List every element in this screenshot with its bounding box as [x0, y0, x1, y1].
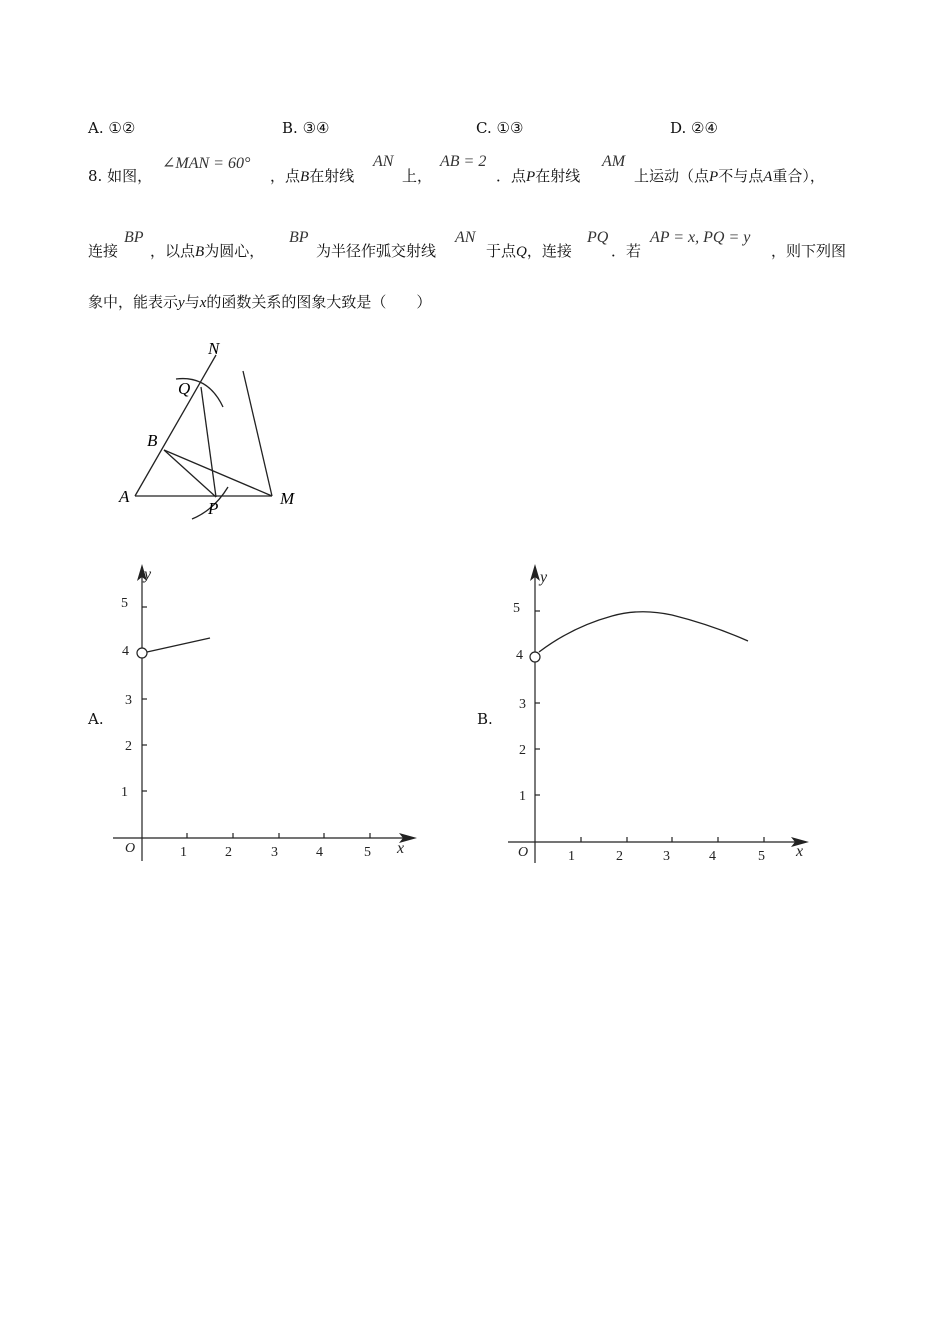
- math-ab: AB = 2: [440, 153, 487, 170]
- graph-b-xlabel-4: 4: [709, 849, 716, 864]
- segment-pq: [201, 387, 216, 497]
- option-a-prev: A. ①②: [88, 119, 136, 137]
- graph-a-xlabel-3: 3: [271, 845, 278, 860]
- question-line-1c: 上，: [402, 167, 433, 185]
- graph-b-y-name: y: [540, 569, 548, 586]
- math-pq: PQ: [587, 229, 609, 246]
- question-line-2: 连接: [88, 242, 119, 260]
- label-b: B: [147, 431, 158, 450]
- label-q: Q: [178, 379, 191, 398]
- graph-b-ylabel-4: 4: [516, 648, 523, 663]
- graph-b-ylabel-1: 1: [519, 789, 526, 804]
- graph-b-xlabel-3: 3: [663, 849, 670, 864]
- label-m: M: [280, 489, 295, 508]
- segment-bp: [164, 450, 216, 497]
- graph-a-xlabel-1: 1: [180, 845, 187, 860]
- math-bp: BP: [124, 229, 144, 246]
- graph-b-ylabel-5: 5: [513, 601, 520, 616]
- question-line-2d: 于点Q，连接: [486, 242, 572, 260]
- ray-an: [135, 355, 216, 496]
- option-c-prev: C. ①③: [476, 119, 524, 137]
- graph-b-ylabel-2: 2: [519, 743, 526, 758]
- graph-a-xlabel-5: 5: [364, 845, 371, 860]
- line-m-upper: [243, 371, 272, 496]
- question-line-2e: ．若: [611, 242, 642, 260]
- graph-a-ylabel-5: 5: [121, 596, 128, 611]
- graph-a-open-point: [137, 648, 147, 658]
- math-bp-2: BP: [289, 229, 309, 246]
- math-am: AM: [602, 153, 626, 170]
- graph-b-xlabel-2: 2: [616, 849, 623, 864]
- question-line-1d: ．点P在射线: [496, 167, 581, 185]
- math-an-2: AN: [455, 229, 476, 246]
- geometry-figure: [110, 335, 320, 525]
- question-line-2b: ，以点B为圆心，: [150, 242, 265, 260]
- graph-b-x-name: x: [796, 843, 804, 860]
- math-an: AN: [373, 153, 394, 170]
- graph-a-ylabel-1: 1: [121, 785, 128, 800]
- question-line-1e: 上运动（点P不与点A重合），: [634, 167, 825, 185]
- graph-a-ylabel-2: 2: [125, 739, 132, 754]
- graph-a-xlabel-4: 4: [316, 845, 323, 860]
- question-line-1: 8. 如图，: [88, 167, 153, 185]
- graph-a-curve: [147, 638, 210, 652]
- graph-b-open-point: [530, 652, 540, 662]
- graph-b-origin: O: [518, 845, 529, 860]
- graph-a-label: A.: [88, 710, 104, 728]
- graph-a-ylabel-4: 4: [122, 644, 129, 659]
- graph-b-label: B.: [477, 710, 493, 728]
- segment-bm: [164, 450, 272, 496]
- graph-a-ylabel-3: 3: [125, 693, 132, 708]
- graph-a: [105, 555, 435, 865]
- option-b-prev: B. ③④: [282, 119, 330, 137]
- graph-b: [500, 555, 830, 865]
- label-a: A: [119, 487, 130, 506]
- math-ap-pq: AP = x, PQ = y: [650, 229, 751, 246]
- question-line-1b: ，点B在射线: [270, 167, 355, 185]
- question-line-2c: 为半径作弧交射线: [316, 242, 437, 260]
- label-p: P: [208, 499, 219, 518]
- graph-a-xlabel-2: 2: [225, 845, 232, 860]
- graph-b-xlabel-5: 5: [758, 849, 765, 864]
- graph-a-origin: O: [125, 841, 136, 856]
- math-angle-man: ∠MAN = 60°: [162, 155, 251, 172]
- graph-a-y-name: y: [144, 566, 152, 583]
- question-line-2f: ，则下列图: [771, 242, 847, 260]
- graph-a-x-name: x: [397, 840, 405, 857]
- graph-b-curve: [539, 612, 748, 652]
- graph-b-ylabel-3: 3: [519, 697, 526, 712]
- question-line-3: 象中，能表示y与x的函数关系的图象大致是（ ）: [88, 293, 432, 311]
- option-d-prev: D. ②④: [670, 119, 718, 137]
- label-n: N: [208, 339, 220, 358]
- graph-b-xlabel-1: 1: [568, 849, 575, 864]
